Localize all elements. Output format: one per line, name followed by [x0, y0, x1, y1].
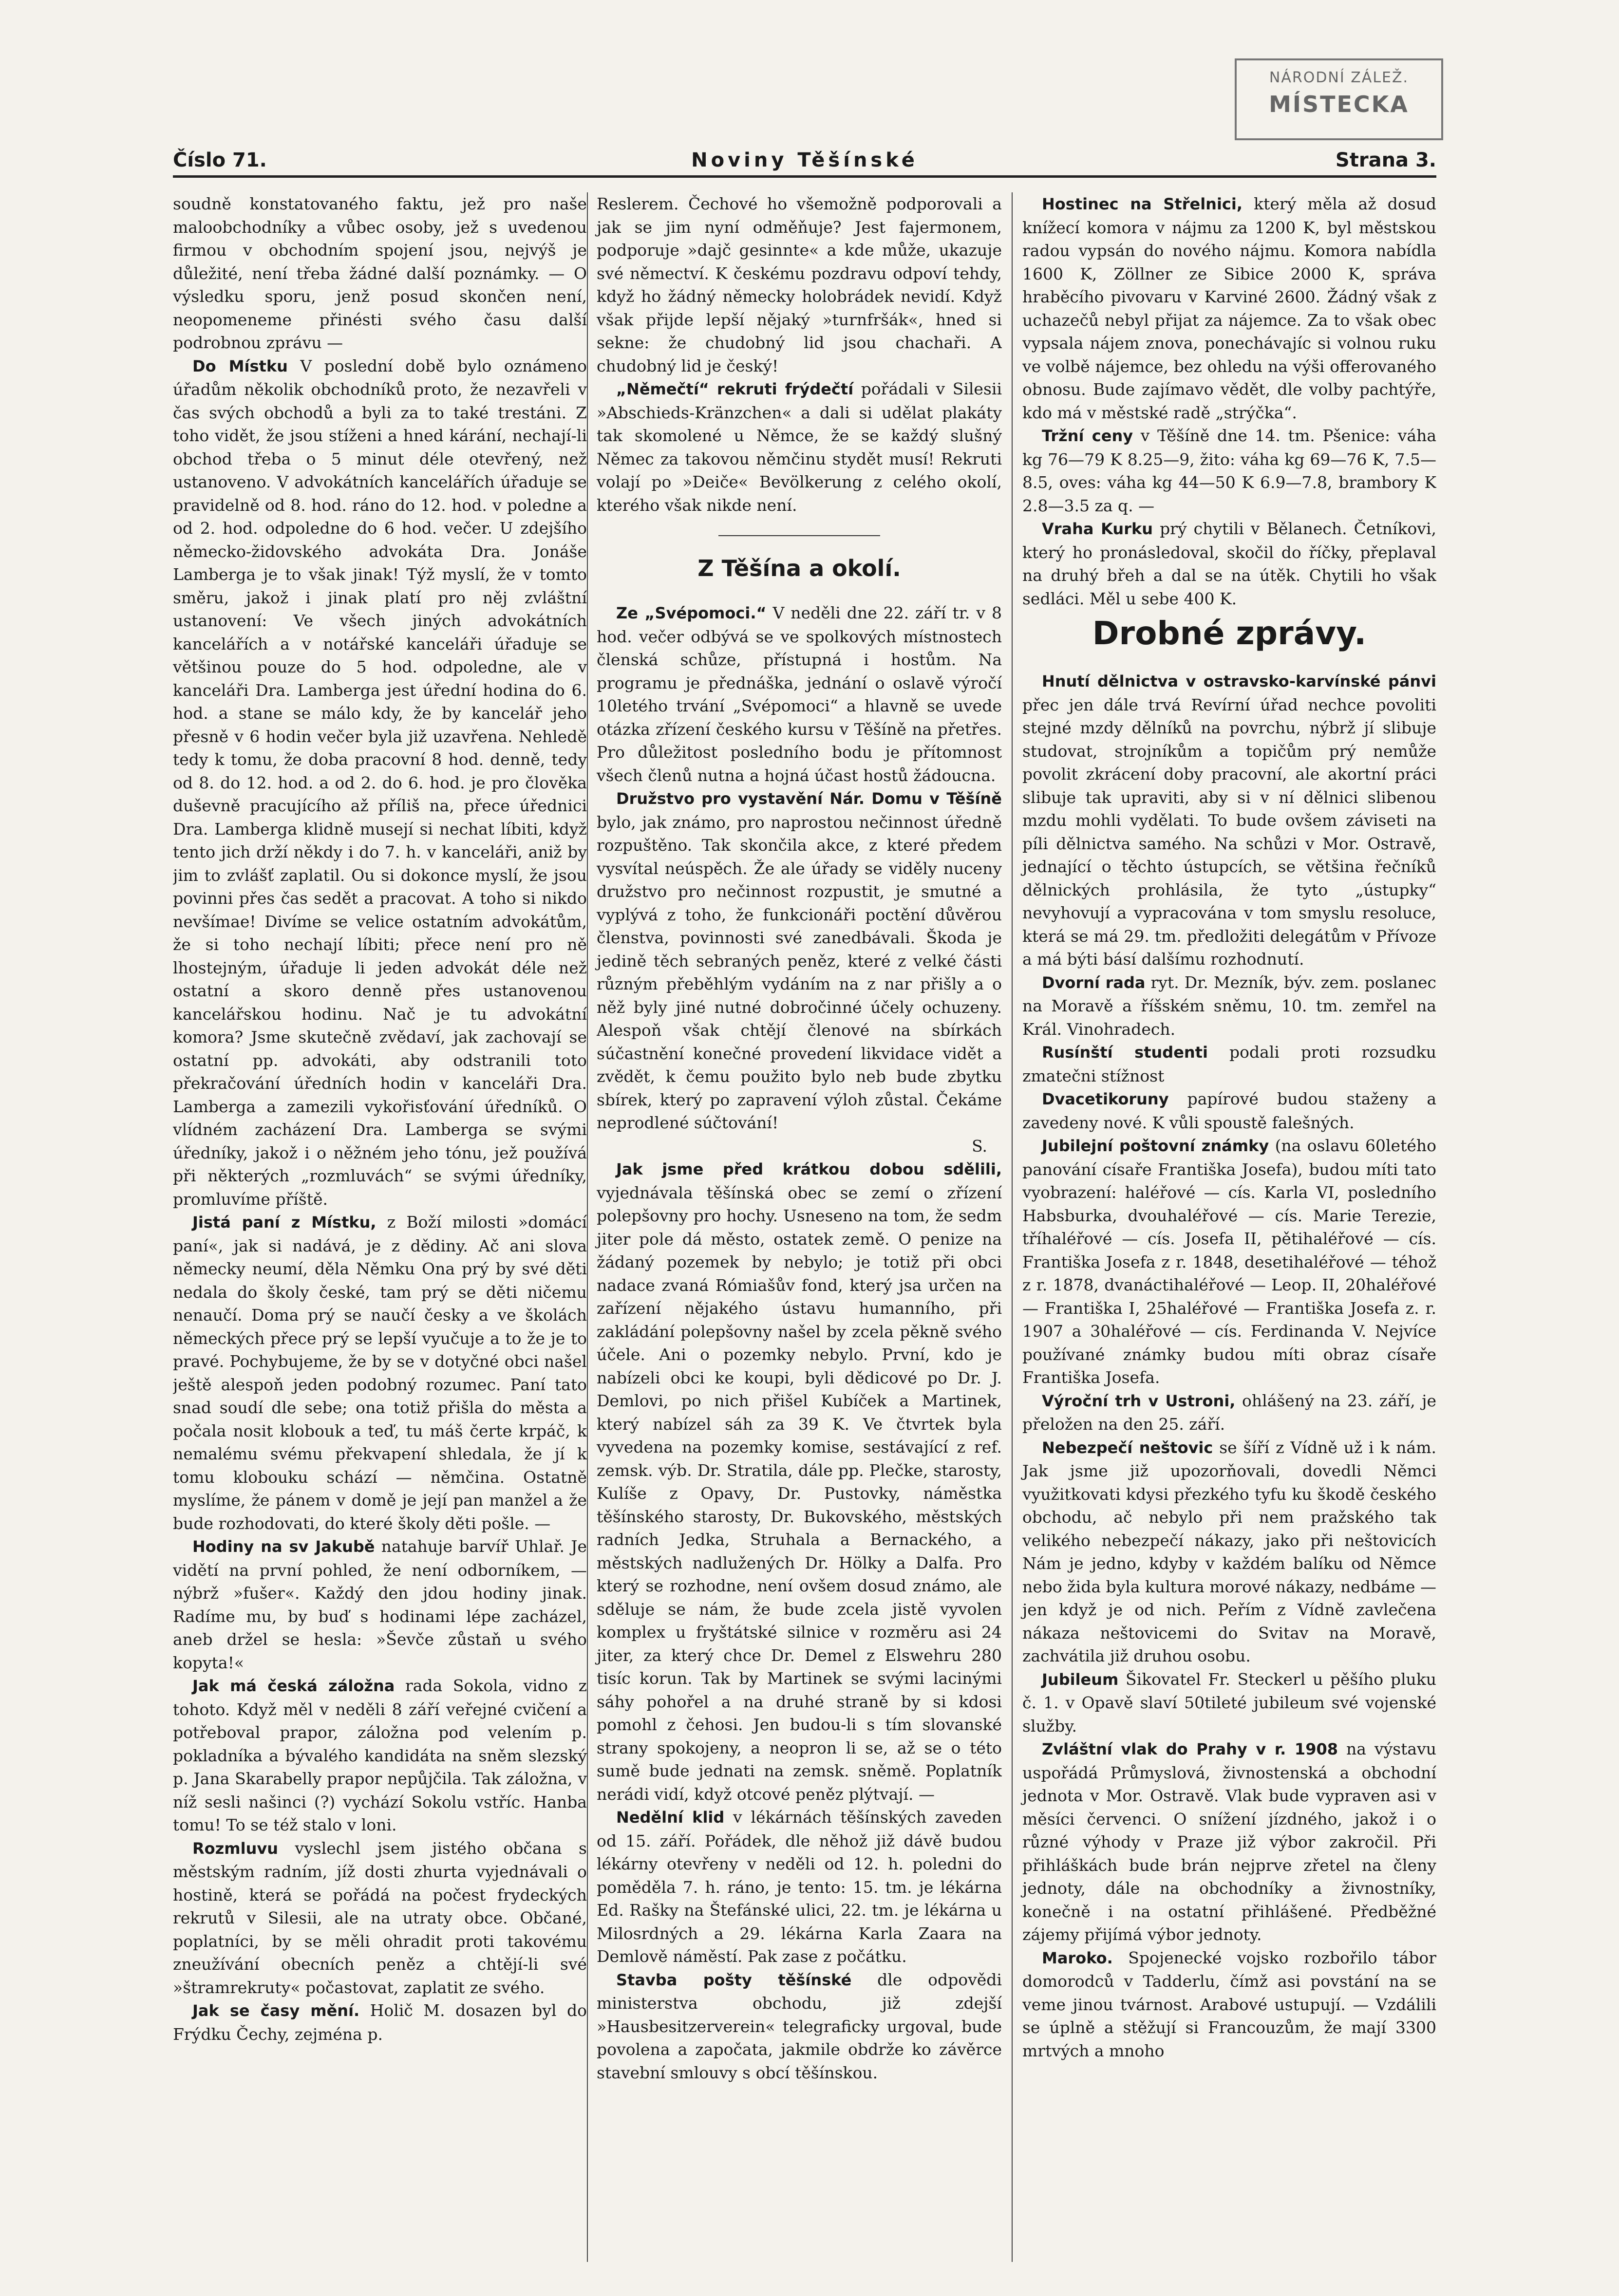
paragraph-text: který měla až dosud knížecí komora v nájmu za 1200 K, byl městskou radou vypsán do nového nájmu. Komora nabídla 1600 K, Zöllner ze Sibice 2000 K, správa hraběcího pivovaru v Karviné 2600. Žádný však z uchazečů nebyl přijat za nájemce. Za to však obec vypsala nájem znova, ponechávajíc si volnou ruku ve volbě nájemce, bez ohledu na výši offerovaného obnosu. Bude zajímavo vědět, dle volby pachtýře, kdo má v městské radě „strýčka“. [1022, 194, 1436, 422]
paragraph [1022, 971, 1436, 1041]
paragraph [1022, 1737, 1436, 1946]
paragraph-lead: Nebezpečí neštovic [1042, 1438, 1213, 1457]
paragraph-lead: Vraha Kurku [1042, 520, 1153, 538]
article-columns [173, 192, 1436, 2262]
paragraph-lead: Jak má česká záložna [192, 1677, 395, 1695]
paragraph-text: podali proti rozsudku zmatečni stížnost [1022, 1043, 1436, 1085]
page-header [173, 146, 1436, 178]
newspaper-title: Noviny Těšínské [691, 149, 918, 171]
paragraph [173, 1999, 587, 2046]
paragraph-text: papírové budou staženy a zavedeny nové. K vůli spoustě falešných. [1022, 1089, 1436, 1132]
paragraph-text: v Těšíně dne 14. tm. Pšenice: váha kg 76—79 K 8.25—9, žito: váha kg 69—76 K, 7.5—8.5, oves: váha kg 44—50 K 6.9—7.8, brambory K 2.8—3.5 za q. — [1022, 426, 1436, 515]
paragraph [1022, 670, 1436, 971]
paragraph-lead: Dvorní rada [1042, 973, 1146, 992]
paragraph [173, 1674, 587, 1837]
section-heading: Z Těšína a okolí. [697, 555, 901, 581]
paragraph-text: natahuje barvíř Uhlař. Je vidětí na první pohled, že není odborníkem, — nýbrž »fušer«. Každý den jdou hodiny jinak. Radíme mu, by buď s hodinami lépe zacházel, aneb držel se hesla: »Ševče zůstaň u svého kopyta!« [173, 1537, 587, 1672]
paragraph [597, 1968, 1002, 2085]
paragraph [597, 787, 1002, 1135]
paragraph [1022, 192, 1436, 424]
paragraph: Reslerem. Čechové ho všemožně podporovali a jak se jim nyní odměňuje? Jest fajermonem, podporuje »dajč gesinnte« a kde může, ukazuje své němectví. K českému pozdravu odpoví tehdy, když ho žádný německy holobrádek nevidí. Když však přijde lepší nějaký »turnfršák«, hned si sekne: že chudobný lid jsou chachaři. A chudobný lid je český! [597, 194, 1002, 375]
stamp-line1: NÁRODNÍ ZÁLEŽ. [1269, 69, 1409, 86]
paragraph-lead: Ze „Svépomoci.“ [616, 604, 767, 622]
paragraph-lead: Hodiny na sv Jakubě [192, 1537, 375, 1556]
paragraph-text: dle odpovědi ministerstva obchodu, již zdejší »Hausbesitzerverein« telegraficky urgoval, bude povolena a započata, jakmile obdrže ko závěrce stavební smlouvy s obcí těšínskou. [597, 1970, 1002, 2082]
paragraph-lead: Hostinec na Střelnici, [1042, 195, 1243, 213]
paragraph-lead: Jubilejní poštovní známky [1042, 1137, 1269, 1155]
paragraph-lead: Do Místku [192, 356, 288, 375]
paragraph-lead: Výroční trh v Ustroni, [1042, 1391, 1236, 1410]
paragraph-text: V poslední době bylo oznámeno úřadům několik obchodníků proto, že nezavřeli v čas svých obchodů a byli za to také trestáni. Z toho vidět, že jsou stíženi a hned kárání, nechají-li obchod třeba o 5 minut déle otevřený, než ustanoveno. V advokátních kancelářích úřaduje se pravidelně od 8. hod. ráno do 12. hod. v poledne a od 2. hod. odpoledne do 6 hod. večer. U zdejšího německo-židovského advokáta Dra. Jonáše Lamberga je to však jinak! Týž myslí, že v tomto směru, jakož i jinak platí pro něj zvláštní ustanovení: Ve všech jiných advokátních kancelářích a v notářské kanceláři úřaduje se většinou pouze do 5 hod. odpoledne, ale v kanceláři Dra. Lamberga jest úřední hodina do 6. hod. a stane se málo kdy, že by kancelář jeho přesně v 6 hodin večer byla již uzavřena. Nehledě tedy k tomu, že doba pracovní 8 hod. denně, tedy od 8. do 12. hod. a od 2. do 6. hod. je pro člověka duševně pracujícího až příliš na, přece úřednici Dra. Lamberga klidně musejí si nechat líbiti, když tento jich drží někdy i do 7. h. v kanceláři, aniž by jim to zvlášť zaplatil. Ou si dokonce myslí, že jsou povinni přes čas sedět a pracovat. A toho si nikdo nevšímae! Divíme se velice ostatním advokátům, že si toho nechají líbiti; přece není pro ně lhostejným, úřaduje li jeden advokát déle než ostatní a skoro denně přes ustanovenou kancelářskou hodinu. Nač je tu advokátní komora? Jsme skutečně zvědaví, jak zachovají se ostatní pp. advokáti, aby odstranili toto překračování úředních hodin v kanceláři Dra. Lamberga a zamezili vykořisťování úředníků. O vlídném zacházení Dra. Lamberga se svými úředníky, jakož i o něžném jeho tónu, jež používá při některých „rozmluvách“ se svými úředníky, promluvíme příště. [173, 356, 587, 1209]
paragraph-text: prý chytili v Bělanech. Četníkovi, který ho pronásledoval, skočil do říčky, přeplaval na druhý břeh a dal se na útěk. Chytili ho však sedláci. Měl u sebe 400 K. [1022, 519, 1436, 608]
paragraph [597, 601, 1002, 787]
paragraph [1022, 517, 1436, 610]
paragraph-text: se šíří z Vídně už i k nám. Jak jsme již upozorňovali, dovedli Němci využitkovati kdysi přezkého tyfu ku škodě českého obchodu, ač nebylo při nem pražského tak velikého nebezpečí nákazy, jako při neštovicích Nám je jedno, kdyby v každém balíku od Němce nebo žida byla kultura morové nákazy, nedbáme — jen když je od nich. Peřím z Vídně zavlečena nákaza neštovicemi do Svitav na Moravě, zachvátila již druhou osobu. [1022, 1437, 1436, 1665]
paragraph [173, 1211, 587, 1535]
paragraph [597, 1806, 1002, 1968]
paragraph [173, 1535, 587, 1674]
paragraph [1022, 1134, 1436, 1389]
paragraph-text: přec jen dále trvá Revírní úřad nechce povoliti stejné mzdy dělníků na povrchu, nýbrž jí slibuje studovat, strojníkům a topičům prý nemůže povolit zkrácení doby pracovní, ale akortní práci slibuje tak upraviti, aby si v ní dělnici slibenou mzdu mohli vydělati. To bude ovšem záviseti na píli dělnictva samého. Na schůzi v Mor. Ostravě, jednající o těchto ústupcích, se většina řečníků dělnických prohlásila, že tyto „ústupky“ nevyhovují a vypracována v tom smyslu resoluce, která se má 29. tm. předložiti delegátům v Přívoze a má býti básí dalšímu rozhodnutí. [1022, 695, 1436, 969]
paragraph-lead: Družstvo pro vystavění Nár. Domu v Těšíně [616, 789, 1002, 808]
paragraph [1022, 1668, 1436, 1738]
paragraph-text: z Boží milosti »domácí paní«, jak si nadává, je z dědiny. Ač ani slova německy neumí, děla Němku Ona prý by své děti nedala do školy české, tam prý se děti ničemu nenaučí. Doma prý se naučí česky a ve školách německých přece prý se lepší vyučuje a to že je to pravé. Pochybujeme, že by se v dotyčné obci našel ještě alespoň jeden podobný rozumec. Paní tato snad soudí dle sebe; ona totiž přišla do města a počala nosit klobouk a teď, tu máš čerte krpáč, k nemalému svému překvapení shledala, že jí k tomu klobouku schází — němčina. Ostatně myslíme, že pánem v domě je její pan manžel a že bude rozhodovati, do které školy děti pošle. — [173, 1213, 587, 1533]
paragraph [173, 1837, 587, 1999]
paragraph [1022, 1041, 1436, 1087]
paragraph-text: ohlášený na 23. září, je přeložen na den 25. září. [1022, 1391, 1436, 1434]
paragraph-lead: Stavba pošty těšínské [616, 1970, 852, 1989]
column-1 [173, 192, 587, 2262]
paragraph-text: Spojenecké vojsko rozbořilo tábor domorodců v Tadderlu, čímž asi povstání na se veme jinou tvárnost. Arabové ustupují. — Vzdálili se úplně a stěžují si Francouzům, že mají 3300 mrtvých a mnoho [1022, 1948, 1436, 2060]
paragraph-lead: Maroko. [1042, 1948, 1113, 1967]
column-2 [587, 192, 1002, 2262]
section-divider [718, 535, 881, 536]
paragraph-text: rada Sokola, vidno z tohoto. Když měl v neděli 8 září veřejné cvičení a potřeboval prapor, záložna pod velením p. pokladníka a bývalého kandidáta na sněm slezský p. Jana Skarabelly prapor nepůjčila. Tak záložna, v níž sesli našinci (?) vychází Sokolu vstříc. Hanba tomu! To se též stalo v loni. [173, 1676, 587, 1834]
paragraph-text: ryt. Dr. Mezník, býv. zem. poslanec na Moravě a říšském sněmu, 10. tm. zemřel na Král. Vinohradech. [1022, 972, 1436, 1039]
paragraph-lead: Nedělní klid [616, 1808, 725, 1827]
column-3 [1012, 192, 1436, 2262]
paragraph-lead: Zvláštní vlak do Prahy v r. 1908 [1042, 1740, 1338, 1758]
paragraph [1022, 1946, 1436, 2063]
paragraph-text: vyjednávala těšínská obec se zemí o zřízení polepšovny pro hochy. Usneseno na tom, že sedm jiter pole dá město, ostatek země. O penize na žádaný pozemek by nebylo; je totiž při obci nadace zvaná Rómiašův fond, který jsa určen na zařízení nějakého ústavu humanního, při zakládání polepšovny našel by zcela pěkně svého účele. Ani o pozemky nebylo. První, kdo je nabízeli obci ke koupi, byli dědicové po Dr. J. Demlovi, po nich přišel Kubíček a Martinek, který nabízel sáh za 39 K. Ve čtvrtek byla vyvedena na pozemky komise, sestávající z ref. zemsk. výb. Dr. Stratila, dále pp. Plečke, starosty, Kulíše z Opavy, Dr. Pustovky, náměstka těšínského starosty, Dr. Bukovského, městských radních Jedka, Struhala a Bernackého, a městských nadlužených Dr. Hölky a Dalfa. Pro který se rozhodne, není ovšem dosud známo, ale sděluje se nám, že bude zcela jistě vyvolen komplex u fryštátské silnice v rozměru asi 24 jiter, za který chce Dr. Demel z Elswehru 280 tisíc korun. Tak by Martinek se svými lacinými sáhy pohořel a na druhé straně by si kdosi pomohl z čehosi. Jen budou-li s tím slovanské strany spokojeny, a neopron li se, až se o této sumě bude jednati na zemsk. sněmě. Poplatník nerádi vidí, když otcové peněz plýtvají. — [597, 1183, 1002, 1804]
paragraph [173, 355, 587, 1211]
paragraph-text: bylo, jak známo, pro naprostou nečinnost úředně rozpuštěno. Tak skončila akce, z které předem vysvítal neúspěch. Že ale úřady se viděly nuceny družstvo pro nečinnost rozpustit, je smutné a vyplývá z toho, že funkcionáři poctění důvěrou členstva, povinnosti své zanedbávali. Škoda je jedině těch sebraných peněz, které z velké části různým přeběhlým vydáním na z nar přišly a o něž byly jiné nutné dobročinné účely ochuzeny. Alespoň však chtějí členové na sbírkách súčastnění konečné provedení likvidace vidět a zvědět, k čemu použito bylo neb bude zbytku sbírek, který po zapravení výloh zůstal. Čekáme neprodlené súčtování! [597, 812, 1002, 1132]
issue-number: Číslo 71. [173, 149, 267, 171]
paragraph-text: v lékárnách těšínských zaveden od 15. září. Pořádek, dle něhož již dávě budou lékárny otevřeny v neděli od 12. h. poledni do poměděla 7. h. ráno, je tento: 15. tm. je lékárna Ed. Rašky na Štefánské ulici, 22. tm. je lékárna u Milosrdných a 29. lékárna Karla Zaara na Demlově náměstí. Pak zase z počátku. [597, 1808, 1002, 1966]
paragraph [1022, 1087, 1436, 1134]
paragraph-text: na výstavu uspořádá Průmyslová, živnostenská a obchodní jednota v Mor. Ostravě. Vlak bude vypraven asi v měsíci červenci. O snížení jízdného, jakož i o různé výhody v Praze již výbor zakročil. Při přihláškách bude brán nejprve zřetel na členy jednoty, dále na obchodníky a živnostníky, konečně i na ostatní přihlášené. Předběžné zájemy přijímá výbor jednoty. [1022, 1739, 1436, 1944]
library-stamp [1235, 58, 1443, 140]
paragraph-text: vyslechl jsem jistého občana s městským radním, jíž dosti zhurta vyjednávali o hostině, která se pořádá na počest frydeckých rekrutů v Silesii, ale na utraty obce. Občané, poplatníci, by se měli ohradit proti takovému zneužívání obecních peněz a chtějí-li své »štramrekruty« počastovat, zaplatit ze svého. [173, 1838, 587, 1997]
paragraph-lead: „Němečtí“ rekruti frýdečtí [616, 380, 854, 398]
page-number: Strana 3. [1335, 149, 1436, 171]
paragraph: soudně konstatovaného faktu, jež pro naše maloobchodníky a vůbec osoby, jež s uvedenou firmou v obchodním spojení jsou, nejvýš je důležité, není třeba žádné další poznámky. — O výsledku sporu, jenž posud skončen není, neopomeneme přinésti svého času další podrobnou zprávu — [173, 194, 587, 352]
paragraph-text: pořádali v Silesii »Abschieds-Kränzchen« a dali si udělat plakáty tak skomolené u Němce, že se každý slušný Němec za takovou němčinu stydět musí! Rekruti volají po »Deiče« Bevölkerung z celého okolí, kterého však nikde není. [597, 379, 1002, 515]
paragraph-text: V neděli dne 22. září tr. v 8 hod. večer odbývá se ve spolkových místnostech členská schůze, přístupná i hostům. Na programu je přednáška, jednání o oslavě výročí 10letého trvání „Svépomoci“ a hlavně se uvede otázka zřízení českého kursu v Těšíně na přetřes. Pro důležitost posledního bodu je přítomnost všech členů nutna a hojná účast hostů žádoucna. [597, 603, 1002, 785]
paragraph [597, 1157, 1002, 1806]
paragraph-lead: Dvacetikoruny [1042, 1090, 1169, 1108]
paragraph-text: Šikovatel Fr. Steckerl u pěšího pluku č. 1. v Opavě slaví 50tileté jubileum své vojenské služby. [1022, 1669, 1436, 1736]
paragraph [1022, 1436, 1436, 1668]
paragraph [597, 377, 1002, 517]
paragraph-lead: Jak se časy mění. [192, 2001, 360, 2020]
paragraph-lead: Jistá paní z Místku, [192, 1213, 377, 1232]
paragraph-text: (na oslavu 60letého panování císaře Františka Josefa), budou míti tato vyobrazení: haléřové — cís. Karla VI, posledního Habsburka, dvouhaléřové — cís. Marie Terezie, tříhaléřové — cís. Josefa II, pětihaléřové — cís. Františka Josefa z r. 1848, desetihaléřové — téhož z r. 1878, dvanáctihaléřové — Leop. II, 20haléřové — Františka I, 25haléřové — Františka Josefa z. r. 1907 a 30haléřové — cís. Ferdinanda V. Nejvíce používané známky budou míti obraz císaře Františka Josefa. [1022, 1136, 1436, 1387]
paragraph-lead: Tržní ceny [1042, 427, 1133, 445]
paragraph [1022, 424, 1436, 517]
paragraph-lead: Jak jsme před krátkou dobou sdělili, [616, 1160, 1002, 1178]
paragraph [1022, 1389, 1436, 1436]
section-heading: Drobné zprávy. [1092, 615, 1367, 652]
paragraph-text: Holič M. dosazen byl do Frýdku Čechy, zejména p. [173, 2001, 587, 2044]
paragraph-lead: Rozmluvu [192, 1839, 278, 1858]
paragraph-lead: Rusínští studenti [1042, 1043, 1208, 1062]
paragraph-lead: Hnutí dělnictva v ostravsko-karvínské pánvi [1042, 672, 1436, 691]
stamp-line2: MÍSTECKA [1269, 91, 1409, 117]
paragraph-lead: Jubileum [1042, 1670, 1119, 1689]
signature: S. [972, 1136, 987, 1156]
